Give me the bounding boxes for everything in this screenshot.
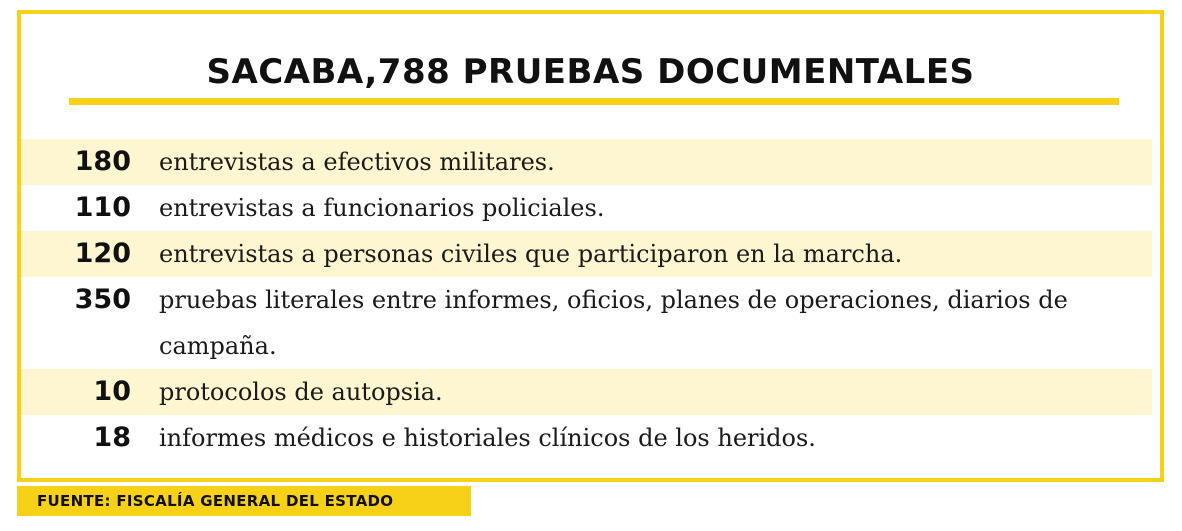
item-count: 120 xyxy=(74,238,131,269)
infographic-frame xyxy=(17,10,1164,482)
item-description: protocolos de autopsia. xyxy=(159,378,443,406)
item-description: informes médicos e historiales clínicos de los heridos. xyxy=(159,424,816,452)
list-item xyxy=(21,277,1164,369)
item-description: pruebas literales entre informes, oficios, planes de operaciones, diarios de campaña. xyxy=(159,286,1068,360)
item-count: 350 xyxy=(74,284,131,315)
evidence-list xyxy=(21,139,1164,461)
item-count: 110 xyxy=(74,192,131,223)
list-item xyxy=(21,415,1164,461)
list-item xyxy=(21,185,1164,231)
item-count: 180 xyxy=(74,146,131,177)
list-item xyxy=(21,139,1152,185)
item-description: entrevistas a efectivos militares. xyxy=(159,148,555,176)
list-item xyxy=(21,231,1152,277)
title-divider xyxy=(69,98,1119,105)
item-description: entrevistas a funcionarios policiales. xyxy=(159,194,605,222)
list-item xyxy=(21,369,1152,415)
source-label: FUENTE: FISCALÍA GENERAL DEL ESTADO xyxy=(17,486,471,516)
infographic-title: SACABA,788 PRUEBAS DOCUMENTALES xyxy=(206,52,975,92)
item-count: 10 xyxy=(93,376,131,407)
item-description: entrevistas a personas civiles que participaron en la marcha. xyxy=(159,240,903,268)
item-count: 18 xyxy=(93,422,131,453)
